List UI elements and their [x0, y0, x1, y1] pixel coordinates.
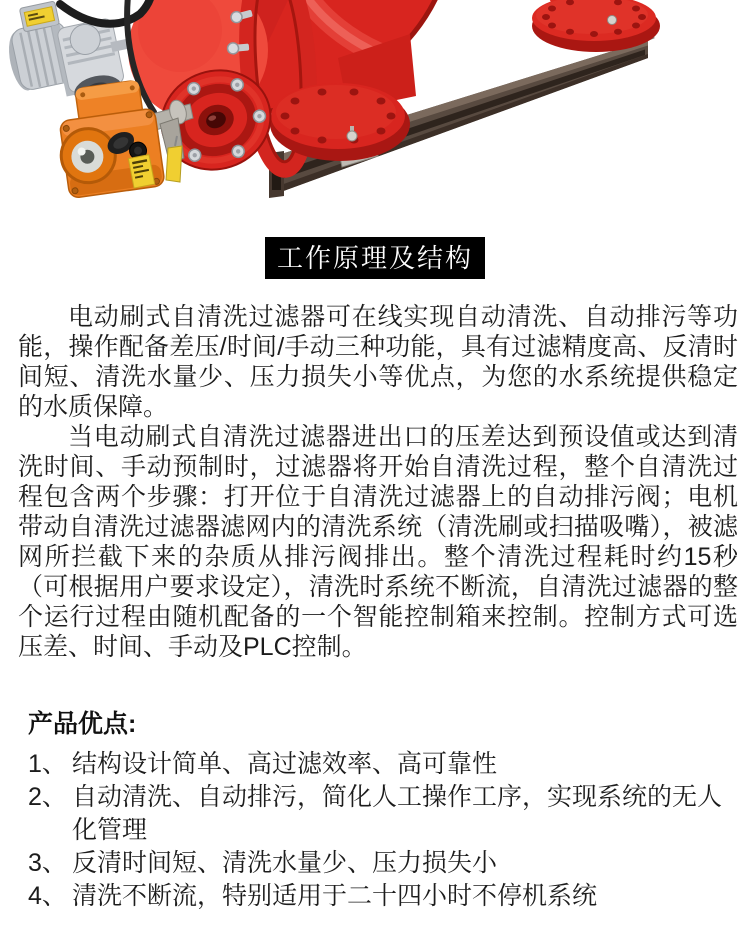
- intro-paragraph-1: 电动刷式自清洗过滤器可在线实现自动清洗、自动排污等功能，操作配备差压/时间/手动三种功能，具有过滤精度高、反清时间短、清洗水量少、压力损失小等优点，为您的水系统提供稳定的水质保障。: [18, 303, 738, 421]
- intro-text: [18, 302, 738, 662]
- advantage-item-number: 2、: [28, 783, 67, 811]
- advantage-item: [28, 748, 734, 781]
- advantage-item-text: 反清时间短、清洗水量少、压力损失小: [72, 849, 498, 877]
- advantage-item-number: 4、: [28, 882, 67, 910]
- advantage-item-text: 清洗不断流，特别适用于二十四小时不停机系统: [72, 882, 598, 910]
- advantage-item: [28, 880, 734, 913]
- section-title-row: [0, 237, 750, 279]
- advantages-heading: 产品优点:: [28, 710, 137, 738]
- advantage-item-number: 1、: [28, 750, 67, 778]
- warning-tag: [166, 146, 182, 182]
- advantage-item: [28, 781, 734, 847]
- intro-paragraph-2: 当电动刷式自清洗过滤器进出口的压差达到预设值或达到清洗时间、手动预制时，过滤器将开始自清洗过程，整个自清洗过程包含两个步骤：打开位于自清洗过滤器上的自动排污阀；电机带动自清洗过滤器滤网内的清洗系统（清洗刷或扫描吸嘴），被滤网所拦截下来的杂质从排污阀排出。整个清洗过程耗时约15秒（可根据用户要求设定），清洗时系统不断流，自清洗过滤器的整个运行过程由随机配备的一个智能控制箱来控制。控制方式可选压差、时间、手动及PLC控制。: [18, 423, 738, 661]
- section-title: 工作原理及结构: [265, 237, 485, 279]
- product-photo: [0, 0, 750, 215]
- advantage-item-text: 结构设计简单、高过滤效率、高可靠性: [72, 750, 498, 778]
- advantage-item-number: 3、: [28, 849, 67, 877]
- advantages-section: [28, 708, 734, 913]
- advantage-item-text: 自动清洗、自动排污，简化人工操作工序，实现系统的无人化管理: [72, 783, 723, 844]
- advantage-item: [28, 847, 734, 880]
- outlet-pipe-flange: [532, 0, 660, 52]
- filter-machine-illustration: [0, 0, 750, 215]
